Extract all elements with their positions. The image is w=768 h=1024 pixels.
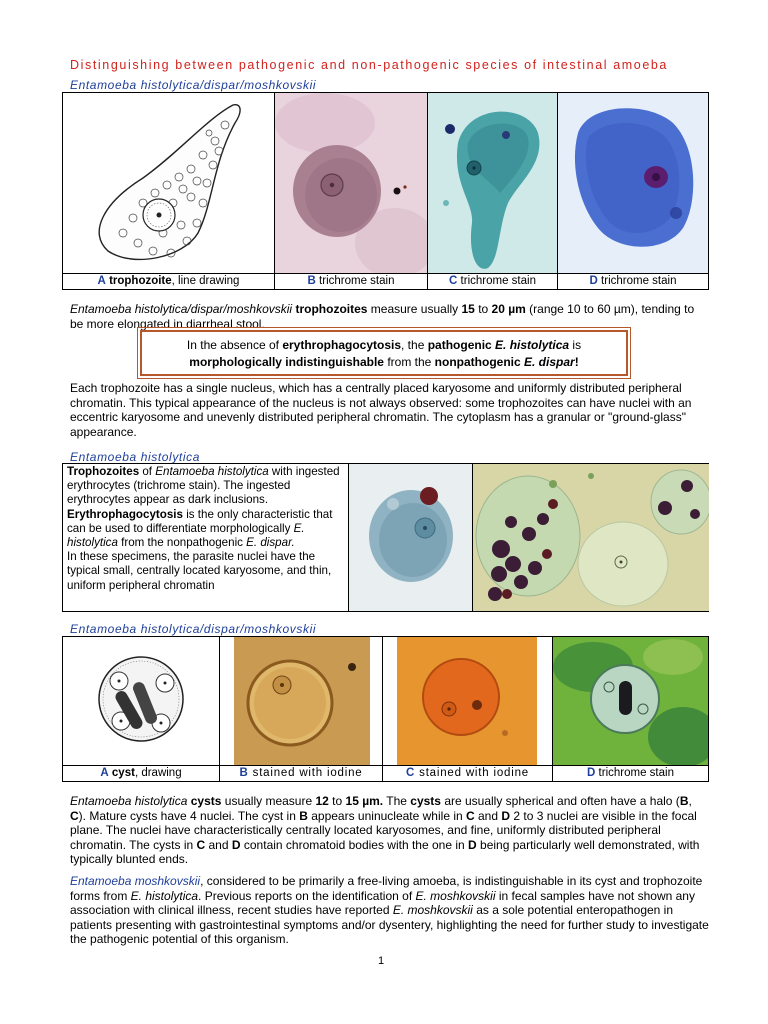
caption-a: A trophozoite, line drawing: [63, 273, 274, 289]
trophozoite-figure-grid: [62, 92, 709, 290]
cyst-caption-c: C stained with iodine: [383, 765, 552, 781]
moshkovskii-paragraph: Entamoeba moshkovskii, considered to be primarily a free-living amoeba, is indistinguishable in its cyst and trophozoite forms from E. histolytica. Previous reports on the identification of E. moshkovskii in fecal samples have not shown any association with clinical illness, recent studies have reported E. moshkovskii as a sole potential enteropathogen in patients presenting with gastrointestinal symptoms and/or dysentery, highlighting the need for further study to investigate the pathogenic potential of this organism.: [70, 874, 709, 947]
caption-d: D trichrome stain: [558, 273, 708, 289]
figure-cell-c: [428, 93, 558, 289]
cyst-line-drawing: [63, 637, 219, 765]
page-title: Distinguishing between pathogenic and non-pathogenic species of intestinal amoeba: [70, 58, 668, 72]
trophozoite-line-drawing: [63, 93, 274, 273]
trophozoite-size-paragraph: Entamoeba histolytica/dispar/moshkovskii trophozoites measure usually 15 to 20 µm (range 10 to 60 µm), tending to be more elongated in diarrheal stool.: [70, 302, 695, 331]
cyst-cell-c: [383, 637, 553, 781]
trophozoite-trichrome-photo-c: [428, 93, 557, 273]
caption-c: C trichrome stain: [428, 273, 557, 289]
nucleus-description-paragraph: Each trophozoite has a single nucleus, which has a centrally placed karyosome and uniformly distributed peripheral chromatin. This typical appearance of the nucleus is not always observed: some trophozoites can have nuclei with an eccentric karyosome and unevenly distributed peripheral chromatin. The cytoplasm has a granular or "ground-glass" appearance.: [70, 381, 692, 439]
caption-b: B trichrome stain: [275, 273, 427, 289]
cyst-figure-grid: [62, 636, 709, 782]
page-number: 1: [378, 955, 385, 967]
trophozoite-trichrome-photo-b: [275, 93, 427, 273]
figure-cell-b: [275, 93, 428, 289]
section-heading-1: Entamoeba histolytica/dispar/moshkovskii: [70, 78, 317, 92]
cyst-iodine-photo-c: [383, 637, 552, 765]
figure-cell-d: [558, 93, 708, 289]
trophozoite-trichrome-photo-d: [558, 93, 708, 273]
cyst-description-paragraph: Entamoeba histolytica cysts usually measure 12 to 15 µm. The cysts are usually spherical and often have a halo (B, C). Mature cysts have 4 nuclei. The cyst in B appears uninucleate while in C and D 2 to 3 nuclei are visible in the focal plane. The nuclei have characteristically centrally located karyosomes, and fine, uniformly distributed peripheral chromatin. The cysts in C and D contain chromatoid bodies with the one in D being particularly well demonstrated, with typically blunted ends.: [70, 794, 700, 867]
erythrophagocytosis-block: [62, 463, 709, 612]
cyst-cell-a: [63, 637, 220, 781]
section-heading-3: Entamoeba histolytica/dispar/moshkovskii: [70, 622, 317, 636]
figure-cell-a: [63, 93, 275, 289]
cyst-caption-a: A cyst, drawing: [63, 765, 219, 781]
cyst-caption-b: B stained with iodine: [220, 765, 382, 781]
section-heading-2: Entamoeba histolytica: [70, 450, 200, 464]
cyst-cell-b: [220, 637, 383, 781]
cyst-caption-d: D trichrome stain: [553, 765, 708, 781]
highlight-note-box: In the absence of erythrophagocytosis, the pathogenic E. histolytica is morphologically indistinguishable from the nonpathogenic E. dispar!: [140, 330, 628, 376]
erythrophagocytosis-text: Trophozoites of Entamoeba histolytica with ingested erythrocytes (trichrome stain). The ingested erythrocytes appear as dark inclusions. Erythrophagocytosis is the only characteristic that can be used to differentiate morphologically E. histolytica from the nonpathogenic E. dispar. In these specimens, the parasite nuclei have the typical small, centrally located karyosome, and thin, uniform peripheral chromatin: [67, 465, 340, 592]
erythrophagocytosis-photo-2: [473, 464, 709, 611]
cyst-iodine-photo-b: [220, 637, 382, 765]
cyst-cell-d: [553, 637, 708, 781]
cyst-trichrome-photo-d: [553, 637, 708, 765]
erythrophagocytosis-photo-1: [348, 464, 473, 611]
